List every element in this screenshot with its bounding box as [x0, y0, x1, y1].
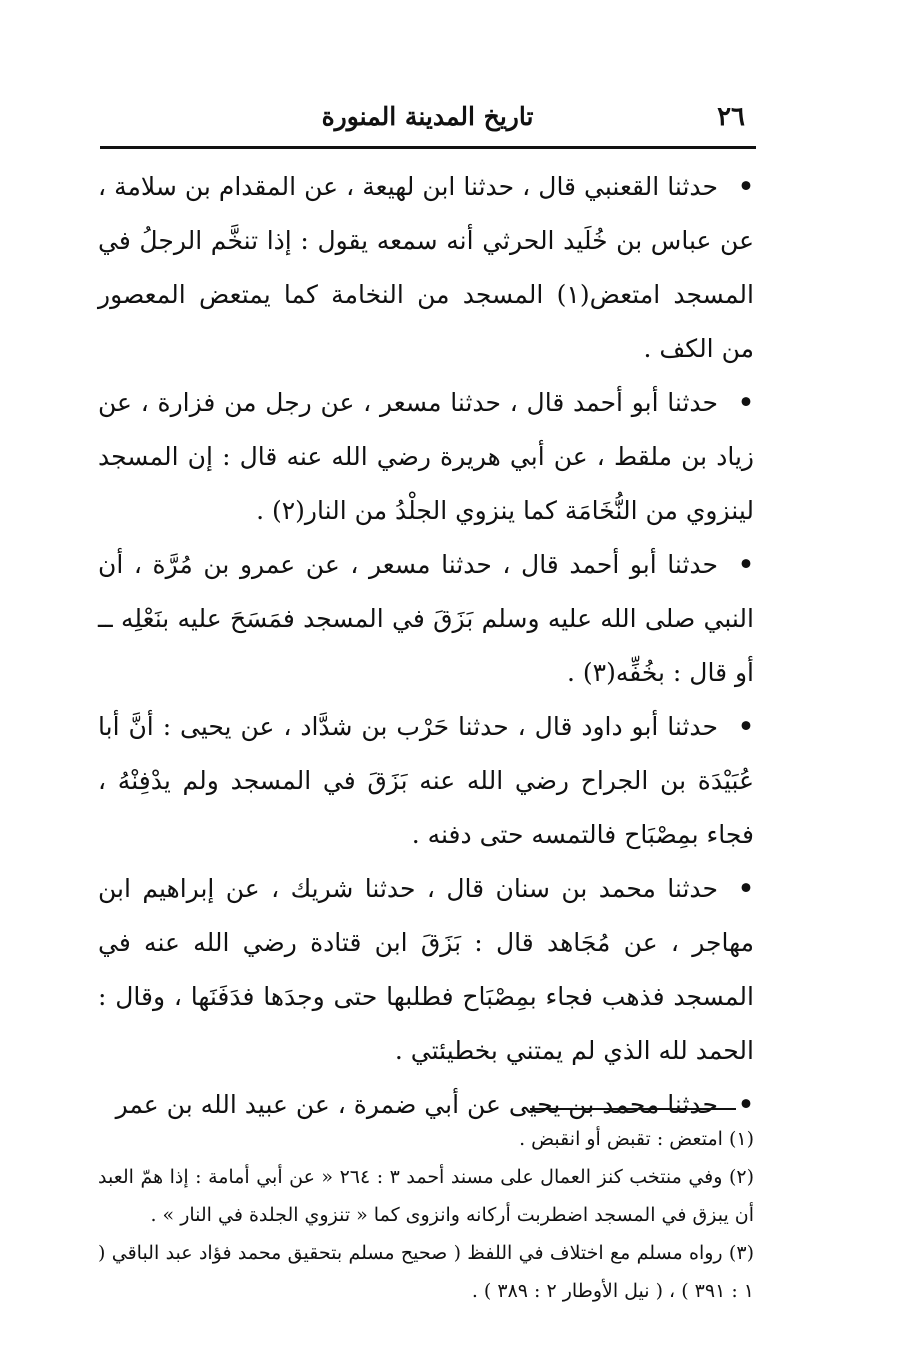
bullet-marker: • [738, 712, 754, 741]
bullet-marker: • [738, 550, 754, 579]
book-title: تاريخ المدينة المنورة [321, 102, 534, 131]
footnote: (١) امتعض : تقبض أو انقبض . [519, 1128, 754, 1150]
page-number: ٢٦ [717, 102, 745, 132]
footnote: (٢) وفي منتخب كنز العمال على مسند أحمد ٣ : ٢٦٤ « عن أبي أمامة : إذا همّ العبد أن يبزق في المسجد اضطربت أركانه وانزوى كما « تنزوي الجلدة في النار » . [98, 1166, 755, 1226]
header-rule [100, 146, 756, 149]
paragraph-text: حدثنا القعنبي قال ، حدثنا ابن لهيعة ، عن المقدام بن سلامة ، عن عباس بن خُلَيد الحرثي أنه سمعه يقول : إذا تنخَّم الرجلُ في المسجد امتعض(١) المسجد من النخامة كما يمتعض المعصور من الكف . [98, 172, 754, 363]
paragraph-text: حدثنا محمد بن يحيى عن أبي ضمرة ، عن عبيد الله بن عمر [115, 1090, 718, 1119]
bullet-marker: • [738, 388, 754, 417]
paragraph-text: حدثنا أبو أحمد قال ، حدثنا مسعر ، عن عمرو بن مُرَّة ، أن النبي صلى الله عليه وسلم بَزَقَ في المسجد فمَسَحَ عليه بنَعْلِه ــ أو قال : بخُفِّه(٣) . [98, 550, 755, 687]
bullet-marker: • [738, 1090, 754, 1119]
hadith-paragraph [98, 700, 754, 862]
paragraph-text: حدثنا أبو أحمد قال ، حدثنا مسعر ، عن رجل من فزارة ، عن زياد بن ملقط ، عن أبي هريرة رضي الله عنه قال : إن المسجد لينزوي من النُّخَامَة كما ينزوي الجلْدُ من النار(٢) . [98, 388, 754, 525]
bullet-marker: • [738, 172, 754, 201]
paragraph-text: حدثنا محمد بن سنان قال ، حدثنا شريك ، عن إبراهيم ابن مهاجر ، عن مُجَاهد قال : بَزَقَ ابن قتادة رضي الله عنه في المسجد فذهب فجاء بمِصْبَاح فطلبها حتى وجدَها فدَفَنَها ، وقال : الحمد لله الذي لم يمتني بخطيئتي . [98, 874, 754, 1065]
footnote: (٣) رواه مسلم مع اختلاف في اللفظ ( صحيح مسلم بتحقيق محمد فؤاد عبد الباقي ( ١ : ٣٩١ ) ، ( نيل الأوطار ٢ : ٣٨٩ ) . [98, 1242, 754, 1302]
hadith-paragraph [98, 862, 754, 1078]
paragraph-text: حدثنا أبو داود قال ، حدثنا حَرْب بن شدَّاد ، عن يحيى : أنَّ أبا عُبَيْدَة بن الجراح رضي الله عنه بَزَقَ في المسجد ولم يدْفِنْهُ ، فجاء بمِصْبَاح فالتمسه حتى دفنه . [98, 712, 754, 849]
hadith-paragraph [98, 538, 754, 700]
footnotes [98, 1120, 754, 1310]
hadith-paragraph [98, 160, 754, 376]
main-text [98, 160, 754, 1132]
running-header [100, 96, 755, 144]
footnote-separator [530, 1108, 736, 1110]
hadith-paragraph [98, 376, 754, 538]
bullet-marker: • [738, 874, 754, 903]
